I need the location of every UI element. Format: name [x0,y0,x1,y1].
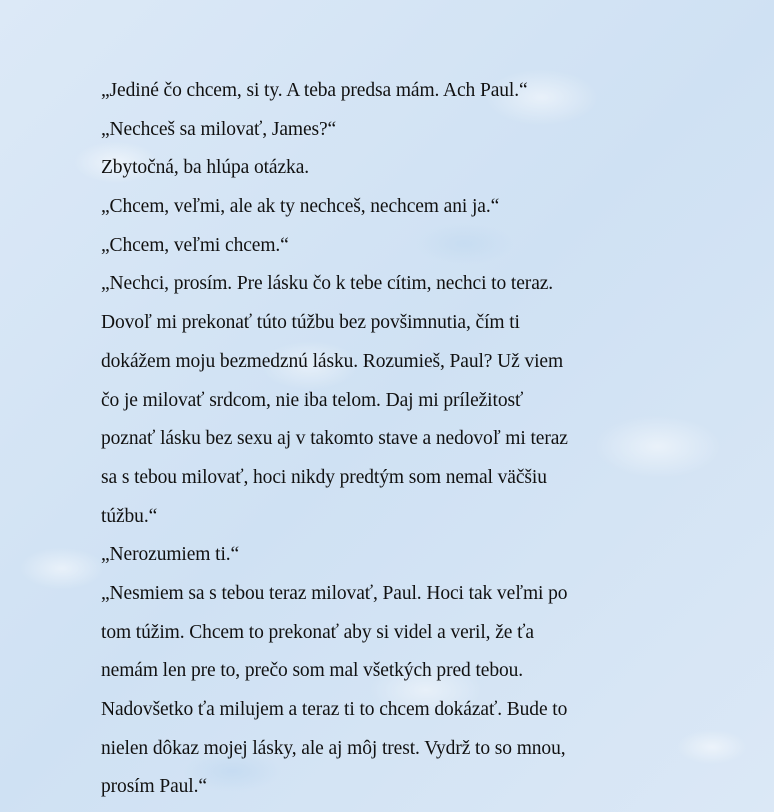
text-line: sa s tebou milovať, hoci nikdy predtým som nemal väčšiu [101,466,547,488]
text-line: prosím Paul.“ [101,776,207,798]
text-line: čo je milovať srdcom, nie iba telom. Daj mi príležitosť [101,389,524,411]
text-line: túžbu.“ [101,505,158,527]
text-line: „Jediné čo chcem, si ty. A teba predsa mám. Ach Paul.“ [101,80,528,101]
text-line: „Nechci, prosím. Pre lásku čo k tebe cítim, nechci to teraz. [101,273,554,295]
text-body [101,72,701,807]
text-line: nemám len pre to, prečo som mal všetkých pred tebou. [101,660,524,682]
text-line: Nadovšetko ťa milujem a teraz ti to chcem dokázať. Bude to [101,699,568,720]
text-line: Dovoľ mi prekonať túto túžbu bez povšimnutia, čím ti [101,312,520,334]
text-line: „Nechceš sa milovať, James?“ [101,118,337,140]
text-line: nielen dôkaz mojej lásky, ale aj môj trest. Vydrž to so mnou, [101,737,566,759]
text-line: „Nerozumiem ti.“ [101,544,240,566]
text-line: dokážem moju bezmedznú lásku. Rozumieš, Paul? Už viem [101,350,564,372]
text-line: „Chcem, veľmi chcem.“ [101,234,289,256]
text-line: Zbytočná, ba hlúpa otázka. [101,157,310,179]
text-line: tom túžim. Chcem to prekonať aby si videl a veril, že ťa [101,621,534,643]
text-line: „Chcem, veľmi, ale ak ty nechceš, nechcem ani ja.“ [101,196,500,218]
text-line: „Nesmiem sa s tebou teraz milovať, Paul. Hoci tak veľmi po [101,582,568,604]
text-line: poznať lásku bez sexu aj v takomto stave a nedovoľ mi teraz [101,428,568,450]
